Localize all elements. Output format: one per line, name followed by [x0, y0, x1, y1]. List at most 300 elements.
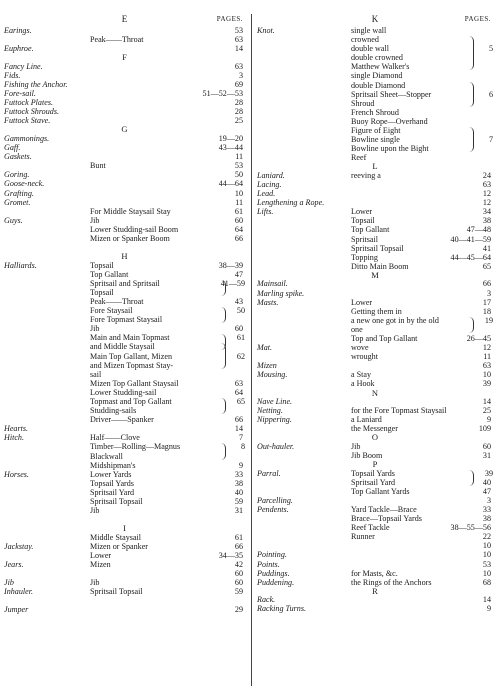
column-divider — [251, 14, 252, 686]
index-subentry: Buoy Rope—Overhand — [351, 116, 428, 126]
page-numbers: 3 — [486, 288, 491, 298]
index-term: Gaskets. — [4, 152, 32, 162]
index-row — [2, 560, 247, 569]
index-subentry: Jib — [90, 578, 100, 588]
index-row — [2, 497, 247, 506]
index-subentry: Jib — [90, 506, 100, 516]
index-subentry: Mizen or Spanker — [90, 541, 148, 551]
index-row — [255, 35, 495, 44]
page-numbers: 63 — [234, 61, 243, 71]
grouping-brace — [221, 280, 226, 296]
index-row — [2, 605, 247, 614]
index-subentry: Bowline single — [351, 135, 400, 145]
index-row — [255, 451, 495, 460]
page-numbers: 44—64 — [218, 179, 243, 189]
index-term: Mainsail. — [257, 279, 288, 289]
index-subentry: Spritsail Yard — [351, 477, 396, 487]
index-row — [255, 225, 495, 234]
index-row — [255, 424, 495, 433]
index-subentry: French Shroud — [351, 107, 399, 117]
index-subentry: reeving a — [351, 170, 381, 180]
index-term: Lacing. — [257, 180, 282, 189]
page-numbers: 66 — [234, 233, 243, 243]
index-subentry: single wall — [351, 26, 387, 35]
index-subentry: Yard Tackle—Brace — [351, 505, 417, 514]
index-row — [2, 433, 247, 442]
page-numbers: 12 — [482, 343, 491, 353]
index-term: Laniard. — [257, 170, 285, 180]
index-subentry: Lower Studding-sail Boom — [90, 224, 179, 234]
index-subentry: double Diamond — [351, 80, 406, 90]
page-numbers: 19—20 — [218, 133, 243, 143]
page-numbers: 33 — [234, 469, 243, 479]
index-subentry: Mizen — [90, 559, 111, 569]
page-numbers: 11 — [483, 352, 491, 362]
page-numbers: 38 — [482, 216, 491, 226]
index-row — [2, 452, 247, 461]
page-numbers: 60 — [234, 324, 243, 334]
index-term: Parcelling. — [257, 495, 293, 505]
index-term: Marling spike. — [257, 288, 305, 298]
page-numbers: 8 — [240, 442, 245, 452]
page-numbers: 47 — [482, 486, 491, 496]
page-numbers: 9 — [486, 415, 491, 425]
page-numbers: 39 — [484, 468, 493, 478]
index-term: Goring. — [4, 170, 30, 180]
index-row — [2, 143, 247, 152]
index-row — [2, 35, 247, 44]
page-numbers: 7 — [238, 433, 243, 443]
index-row — [2, 324, 247, 333]
spacer — [2, 596, 247, 605]
index-subentry: Fore Staysail — [90, 306, 133, 316]
section-letter: N — [371, 387, 379, 398]
index-subentry: Main and Main Topmast — [90, 333, 170, 343]
page-numbers: 53 — [234, 26, 243, 35]
index-subentry: Figure of Eight — [351, 126, 401, 136]
page-numbers: 68 — [482, 577, 491, 587]
page-numbers: 53 — [482, 559, 491, 569]
index-subentry: Top and Top Gallant — [351, 334, 418, 343]
index-term: Jackstay. — [4, 541, 34, 551]
index-subentry: crowned — [351, 35, 379, 45]
index-subentry: and Mizen Topmast Stay- — [90, 360, 174, 370]
index-subentry: Top Gallant — [351, 225, 390, 235]
index-subentry: a new one got in by the old — [351, 315, 439, 325]
index-row — [2, 98, 247, 107]
page-numbers: 69 — [234, 79, 243, 89]
index-subentry: Reef Tackle — [351, 523, 390, 533]
index-row — [2, 542, 247, 551]
index-term: Mizen — [257, 361, 277, 371]
page-numbers: 42 — [234, 559, 243, 569]
page-numbers: 5 — [488, 44, 493, 54]
index-term: Inhauler. — [4, 587, 33, 597]
index-row — [255, 406, 495, 415]
index-term: Futtock Plates. — [4, 98, 53, 108]
index-row — [255, 307, 495, 316]
index-row — [2, 506, 247, 515]
index-row — [255, 478, 495, 487]
page-numbers: 28 — [234, 107, 243, 117]
page-numbers: 50 — [234, 170, 243, 180]
page-numbers: 40 — [234, 487, 243, 497]
index-term: Mat. — [257, 343, 273, 353]
page-numbers: 59 — [234, 587, 243, 597]
index-row — [2, 442, 247, 451]
page-numbers: 10 — [482, 541, 491, 551]
index-row — [2, 170, 247, 179]
index-term: Lifts. — [257, 207, 274, 217]
index-term: Puddings. — [257, 568, 290, 578]
index-row — [255, 171, 495, 180]
section-letter: K — [371, 14, 379, 24]
index-subentry: and Middle Staysail — [90, 342, 155, 352]
index-row — [255, 469, 495, 478]
index-subentry: a Stay — [351, 370, 372, 380]
index-term: Grafting. — [4, 188, 34, 198]
index-row — [255, 370, 495, 379]
index-row — [2, 107, 247, 116]
index-row — [2, 152, 247, 161]
index-term: Fancy Line. — [4, 61, 43, 71]
index-subentry: Topmast and Top Gallant — [90, 396, 172, 406]
index-row — [2, 261, 247, 270]
index-subentry: For Middle Staysail Stay — [90, 206, 171, 216]
index-row — [255, 117, 495, 126]
page-numbers: 41—59 — [220, 278, 245, 288]
index-row — [2, 288, 247, 297]
page-numbers: 47—48 — [466, 225, 491, 235]
index-row — [255, 126, 495, 135]
index-subentry: Jib — [90, 324, 100, 334]
index-row — [2, 89, 247, 98]
index-subentry: a Hook — [351, 379, 375, 389]
index-term: Masts. — [257, 297, 279, 307]
index-subentry: double crowned — [351, 53, 403, 63]
index-subentry: Bunt — [90, 161, 106, 171]
index-subentry: Middle Staysail — [90, 532, 142, 542]
index-row — [255, 289, 495, 298]
page-numbers: 9 — [238, 460, 243, 470]
page-numbers: 34—35 — [218, 550, 243, 560]
index-subentry: Spritsail Yard — [90, 487, 135, 497]
index-row — [2, 80, 247, 89]
index-subentry: Driver——Spanker — [90, 415, 154, 425]
index-row — [255, 569, 495, 578]
index-row — [2, 225, 247, 234]
index-subentry: Spritsail — [351, 234, 378, 244]
index-row — [255, 189, 495, 198]
index-row — [2, 370, 247, 379]
index-subentry: one — [351, 324, 363, 334]
index-term: Hitch. — [4, 433, 25, 443]
page-numbers: 7 — [488, 135, 493, 145]
page-numbers: 65 — [236, 396, 245, 406]
index-row — [2, 71, 247, 80]
index-subentry: double wall — [351, 44, 389, 54]
page-numbers: 66 — [234, 415, 243, 425]
index-subentry: Top Gallant Yards — [351, 486, 410, 496]
page-numbers: 25 — [482, 406, 491, 416]
index-subentry: Midshipman's — [90, 460, 136, 470]
index-subentry: single Diamond — [351, 71, 403, 81]
page-numbers: 40—41—59 — [450, 234, 491, 244]
index-row — [2, 352, 247, 361]
page-numbers: 53 — [234, 161, 243, 171]
index-row — [255, 180, 495, 189]
index-term: Gromet. — [4, 197, 31, 207]
index-term: Nippering. — [257, 415, 292, 425]
index-row — [2, 488, 247, 497]
index-column-left — [2, 14, 247, 614]
index-row — [255, 253, 495, 262]
index-term: Out-hauler. — [257, 441, 295, 451]
index-row — [255, 108, 495, 117]
index-term: Jears. — [4, 559, 24, 569]
index-subentry: Spritsail and Spritsail — [90, 278, 160, 288]
index-term: Gammonings. — [4, 133, 50, 143]
index-term: Fishing the Anchor. — [4, 79, 68, 89]
section-letter: E — [121, 14, 128, 24]
index-subentry: Ditto Main Boom — [351, 261, 409, 271]
page-numbers: 31 — [234, 506, 243, 516]
index-subentry: Matthew Walker's — [351, 62, 410, 72]
index-row — [2, 198, 247, 207]
section-letter: H — [121, 251, 128, 262]
index-subentry: Main Top Gallant, Mizen — [90, 351, 173, 361]
page-numbers: 61 — [234, 206, 243, 216]
index-row — [2, 134, 247, 143]
index-term: Earings. — [4, 26, 32, 35]
index-subentry: Topsail — [351, 216, 375, 226]
letter-header — [255, 14, 495, 26]
index-row — [255, 415, 495, 424]
index-term: Gaff. — [4, 143, 21, 153]
index-row — [2, 397, 247, 406]
page-numbers: 26—45 — [466, 334, 491, 343]
page-numbers: 43—44 — [218, 143, 243, 153]
index-row — [255, 505, 495, 514]
index-row — [255, 334, 495, 343]
page-numbers: 60 — [234, 215, 243, 225]
index-subentry: Peak——Throat — [90, 296, 144, 306]
section-letter: P — [372, 459, 378, 470]
index-row — [255, 244, 495, 253]
index-subentry: wrought — [351, 352, 378, 362]
grouping-brace — [469, 82, 474, 107]
index-row — [255, 153, 495, 162]
grouping-brace — [469, 36, 474, 70]
index-subentry: for the Fore Topmast Staysail — [351, 406, 447, 416]
page-numbers: 51—52—53 — [202, 89, 243, 99]
index-term: Rack. — [257, 595, 276, 605]
index-subentry: Lower — [351, 297, 373, 307]
index-term: Puddening. — [257, 577, 295, 587]
page-numbers: 10 — [482, 370, 491, 380]
index-term: Netting. — [257, 406, 283, 416]
grouping-brace — [469, 317, 474, 333]
page-numbers: 34 — [482, 207, 491, 217]
index-subentry: Half——Clove — [90, 433, 140, 443]
index-row — [2, 578, 247, 587]
index-term: Parral. — [257, 468, 281, 478]
page-numbers: 10 — [482, 550, 491, 560]
page-numbers: 3 — [238, 70, 243, 80]
index-subentry: Bowline upon the Bight — [351, 144, 429, 154]
index-row — [2, 279, 247, 288]
index-row — [2, 470, 247, 479]
grouping-brace — [221, 343, 226, 369]
section-letter: M — [371, 269, 379, 280]
index-term: Futtock Stave. — [4, 116, 51, 126]
index-row — [2, 189, 247, 198]
page-numbers: 14 — [482, 397, 491, 407]
index-row — [2, 461, 247, 470]
index-subentry: a Laniard — [351, 415, 382, 425]
index-subentry: Brace—Topsail Yards — [351, 514, 422, 524]
index-term: Goose-neck. — [4, 179, 45, 189]
index-row — [255, 262, 495, 271]
index-subentry: Topsail Yards — [351, 468, 395, 478]
page-numbers: 10 — [482, 568, 491, 578]
page-numbers: 66 — [482, 279, 491, 289]
index-subentry: Spritsail Topsail — [351, 243, 404, 253]
index-subentry: Spritsail Sheet—Stopper — [351, 89, 432, 99]
index-term: Fore-sail. — [4, 89, 36, 99]
page-numbers: 24 — [482, 170, 491, 180]
page-numbers: 66 — [234, 541, 243, 551]
index-subentry: Fore Topmast Staysail — [90, 315, 163, 325]
index-row — [2, 388, 247, 397]
index-row — [255, 99, 495, 108]
index-row — [255, 62, 495, 71]
index-subentry: the Messenger — [351, 424, 398, 434]
index-term: Pointing. — [257, 550, 287, 560]
index-term: Pendents. — [257, 505, 289, 514]
index-term: Points. — [257, 559, 280, 569]
index-subentry: Lower — [351, 207, 373, 217]
page-numbers: 44—45—64 — [450, 252, 491, 262]
page-numbers: 65 — [482, 261, 491, 271]
index-term: Jib — [4, 578, 14, 588]
page-numbers: 62 — [236, 351, 245, 361]
page-numbers: 61 — [236, 333, 245, 343]
index-subentry: Topsail — [90, 287, 114, 297]
index-term: Hearts. — [4, 424, 29, 434]
index-row — [2, 116, 247, 125]
section-letter: G — [121, 124, 128, 135]
index-row — [255, 198, 495, 207]
page-numbers: 22 — [482, 532, 491, 542]
grouping-brace — [221, 307, 226, 323]
page-numbers: 39 — [482, 379, 491, 389]
page-numbers: 38—39 — [218, 260, 243, 270]
index-row — [255, 550, 495, 559]
index-row — [255, 207, 495, 216]
index-row — [2, 587, 247, 596]
page-numbers: 109 — [478, 424, 491, 434]
page-numbers: 10 — [234, 188, 243, 198]
grouping-brace — [469, 127, 474, 152]
index-row — [2, 216, 247, 225]
index-row — [255, 595, 495, 604]
index-subentry: Runner — [351, 532, 375, 542]
index-term: Racking Turns. — [257, 604, 307, 614]
index-term: Futtock Shrouds. — [4, 107, 60, 117]
index-row — [2, 297, 247, 306]
index-subentry: Blackwall — [90, 451, 123, 461]
index-subentry: Spritsail Topsail — [90, 587, 143, 597]
index-row — [255, 325, 495, 334]
page-numbers: 38 — [482, 514, 491, 524]
index-term: Fids. — [4, 70, 21, 80]
index-row — [2, 361, 247, 370]
index-row — [255, 604, 495, 613]
index-row — [255, 496, 495, 505]
index-row — [255, 379, 495, 388]
page-numbers: 3 — [486, 495, 491, 505]
page-numbers: 29 — [234, 605, 243, 615]
index-row — [255, 71, 495, 80]
index-row — [2, 342, 247, 351]
index-row — [2, 333, 247, 342]
index-row — [255, 144, 495, 153]
page-numbers: 64 — [234, 224, 243, 234]
page-numbers: 59 — [234, 497, 243, 506]
index-subentry: Spritsail Topsail — [90, 497, 143, 506]
index-row — [2, 179, 247, 188]
page-numbers: 61 — [234, 532, 243, 542]
page-numbers: 14 — [234, 424, 243, 434]
index-subentry: Reef — [351, 153, 367, 163]
grouping-brace — [221, 443, 226, 460]
index-subentry: Lower — [90, 550, 112, 560]
index-row — [255, 352, 495, 361]
index-subentry: Mizen or Spanker Boom — [90, 233, 170, 243]
index-row — [2, 26, 247, 35]
index-subentry: the Rings of the Anchors — [351, 577, 432, 587]
index-term: Mousing. — [257, 370, 288, 380]
page-numbers: 60 — [234, 569, 243, 579]
index-row — [255, 514, 495, 523]
index-row — [255, 53, 495, 62]
index-row — [255, 361, 495, 370]
index-subentry: Topping — [351, 252, 378, 262]
index-row — [2, 415, 247, 424]
index-row — [255, 397, 495, 406]
index-column-right — [255, 14, 495, 614]
index-subentry: Peak——Throat — [90, 35, 144, 45]
page-numbers: 43 — [234, 296, 243, 306]
index-subentry: Topsail — [90, 260, 114, 270]
pages-label: PAGES. — [464, 15, 491, 23]
index-row — [255, 90, 495, 99]
pages-label: PAGES. — [216, 15, 243, 23]
index-subentry: Jib — [90, 215, 100, 225]
index-row — [255, 235, 495, 244]
page-numbers: 14 — [234, 44, 243, 54]
page-numbers: 25 — [234, 116, 243, 126]
page-numbers: 18 — [482, 306, 491, 316]
index-term: Guys. — [4, 215, 23, 225]
page-numbers: 28 — [234, 98, 243, 108]
index-row — [255, 532, 495, 541]
index-row — [2, 62, 247, 71]
page-numbers: 11 — [235, 152, 243, 162]
page-numbers: 63 — [482, 180, 491, 189]
index-row — [2, 533, 247, 542]
